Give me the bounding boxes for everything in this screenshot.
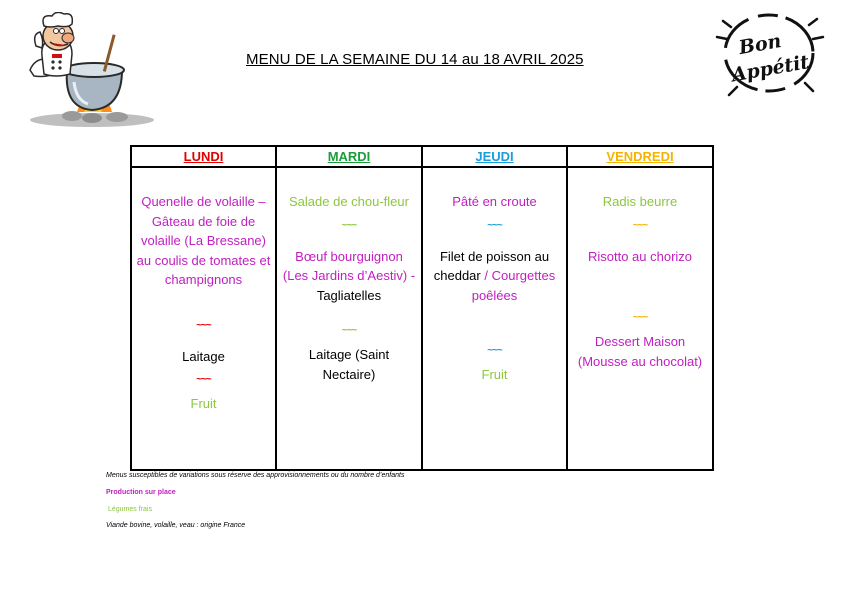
jeudi-main: Filet de poisson au cheddar: [433, 248, 550, 283]
vendredi-separator-2: ~~~: [632, 312, 648, 323]
lundi-dessert: Fruit: [190, 396, 217, 411]
weekly-menu-table: [130, 145, 714, 471]
jeudi-separator: ~~~: [487, 219, 502, 231]
note-variations: Menus susceptibles de variations sous réserve des approvisionnements ou du nombre d’enfants: [106, 472, 405, 479]
lundi-separator: ~~~: [196, 319, 211, 331]
chef-illustration: [22, 12, 154, 128]
jeudi-side: Courgettes poêlées: [471, 268, 556, 303]
page-title: MENU DE LA SEMAINE DU 14 au 18 AVRIL 2025: [246, 51, 584, 68]
vendredi-starter: Radis beurre: [602, 194, 678, 209]
vendredi-separator: ~~~: [632, 219, 648, 231]
header-mardi: MARDI: [276, 146, 422, 167]
mardi-dessert: Laitage (Saint Nectaire): [308, 347, 390, 382]
vendredi-main: Risotto au chorizo: [587, 248, 693, 264]
jeudi-main-sep: /: [484, 268, 488, 283]
note-origine-viande: Viande bovine, volaille, veau : origine France: [106, 522, 246, 529]
svg-text:Bon: Bon: [737, 30, 783, 60]
cell-mardi: [276, 167, 422, 470]
mardi-starter: Salade de chou-fleur: [289, 194, 409, 209]
vendredi-dessert: Dessert Maison (Mousse au chocolat): [577, 334, 703, 369]
lundi-starter: Quenelle de volaille – Gâteau de foie de volaille (La Bressane) au coulis de tomates et champignons: [136, 194, 271, 287]
cell-lundi: [131, 167, 276, 470]
jeudi-separator-2: ~~~: [487, 345, 502, 356]
mardi-side: Tagliatelles: [316, 287, 382, 303]
cell-jeudi: [422, 167, 567, 470]
jeudi-starter: Pâté en croute: [452, 194, 537, 209]
cell-vendredi: [567, 167, 713, 470]
mardi-main: Bœuf bourguignon (Les Jardins d’Aestiv) -: [282, 248, 416, 283]
header-vendredi: VENDREDI: [567, 146, 713, 167]
mardi-separator-2: ~~~: [341, 325, 357, 336]
lundi-separator-2: ~~~: [196, 374, 211, 385]
header-jeudi: JEUDI: [422, 146, 567, 167]
svg-text:Appétit: Appétit: [730, 51, 811, 87]
note-production-sur-place: Production sur place: [106, 489, 176, 496]
mardi-separator: ~~~: [341, 219, 357, 231]
jeudi-dessert: Fruit: [481, 367, 508, 382]
bon-appetit-logo: [713, 5, 825, 101]
menu-body-row: [131, 167, 713, 470]
note-legumes-frais: Légumes frais: [108, 506, 152, 513]
jeudi-main-block: [427, 247, 562, 306]
menu-header-row: [131, 146, 713, 167]
header-lundi: LUNDI: [131, 146, 276, 167]
lundi-main: Laitage: [182, 348, 225, 364]
